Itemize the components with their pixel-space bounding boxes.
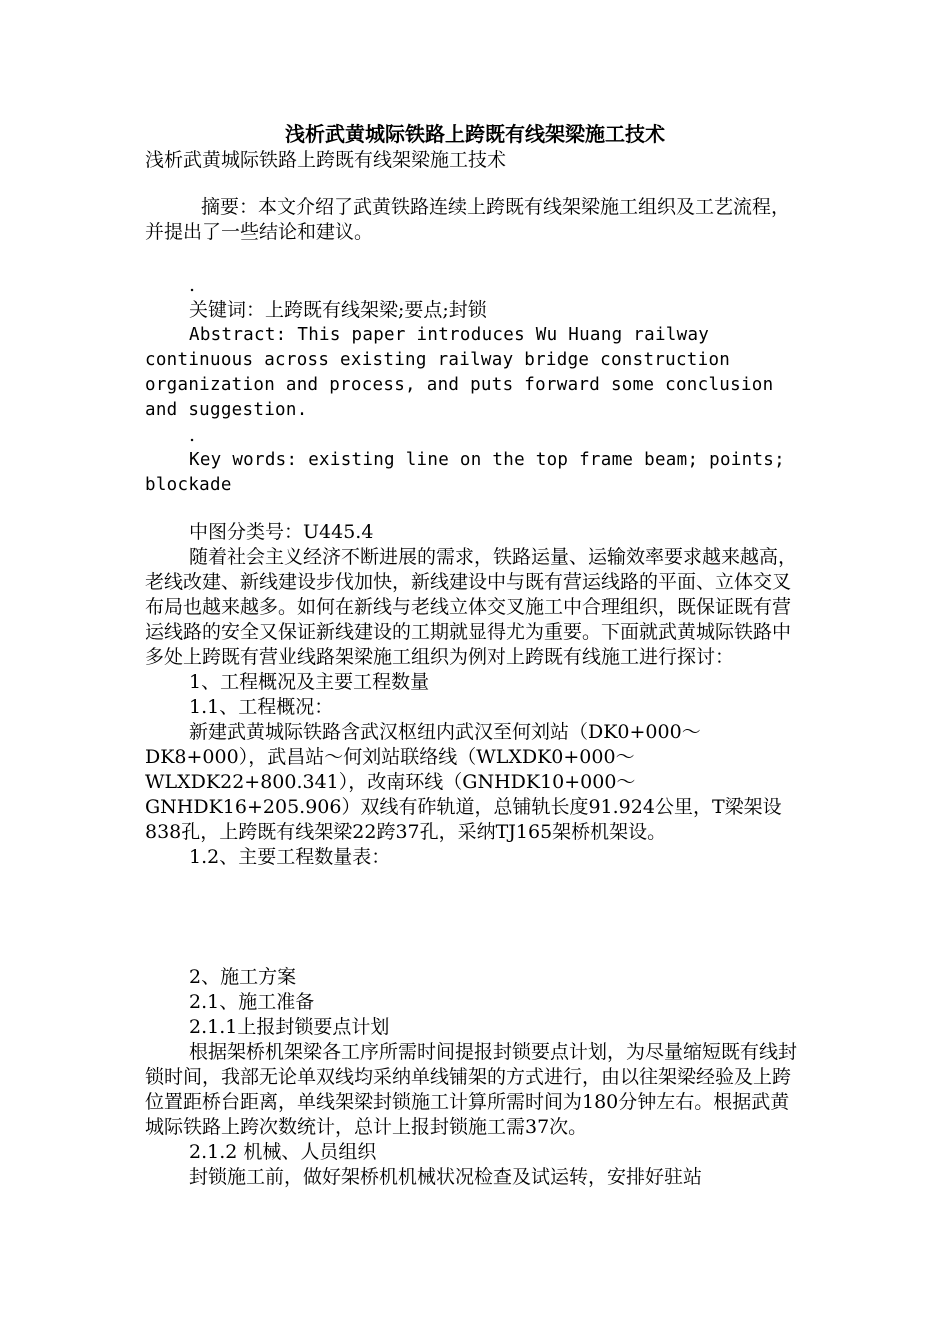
separator-dot: . [189,424,196,446]
section-heading-2-1-2: 2.1.2 机械、人员组织 [189,1141,377,1163]
classification-number: 中图分类号：U445.4 [189,521,374,543]
document-subtitle: 浅析武黄城际铁路上跨既有线架梁施工技术 [145,149,507,171]
abstract-en: Abstract: This paper introduces Wu Huang railway continuous across existing railway bridge construction organization and process, and puts forward some conclusion and suggestion. [145,325,774,420]
section-heading-1-2: 1.2、主要工程数量表： [189,846,391,868]
section-heading-2-1: 2.1、施工准备 [189,991,315,1013]
spacer [145,870,805,965]
intro-paragraph: 随着社会主义经济不断进展的需求，铁路运量、运输效率要求越来越高，老线改建、新线建设步伐加快，新线建设中与既有营运线路的平面、立体交叉布局也越来越多。如何在新线与老线立体交叉施工中合理组织，既保证既有营运线路的安全又保证新线建设的工期就显得尤为重要。下面就武黄城际铁路中多处上跨既有营业线路架梁施工组织为例对上跨既有线施工进行探讨： [145,546,798,668]
document-title: 浅析武黄城际铁路上跨既有线架梁施工技术 [285,122,665,146]
spacer [145,173,805,195]
section-heading-1-1: 1.1、工程概况： [189,696,334,718]
machinery-paragraph: 封锁施工前，做好架桥机机械状况检查及试运转，安排好驻站 [189,1166,703,1188]
section-heading-1: 1、工程概况及主要工程数量 [189,671,430,693]
abstract-cn: 摘要：本文介绍了武黄铁路连续上跨既有线架梁施工组织及工艺流程，并提出了一些结论和建议。 [145,196,791,243]
project-overview-paragraph: 新建武黄城际铁路含武汉枢纽内武汉至何刘站（DK0+000～DK8+000），武昌站～何刘站联络线（WLXDK0+000～WLXDK22+800.341），改南环线（GNHDK10+000～GNHDK16+205.906）双线有砟轨道，总铺轨长度91.924公里，T梁架设838孔，上跨既有线架梁22跨37孔，采纳TJ165架桥机架设。 [145,721,782,843]
separator-dot: . [189,274,196,296]
spacer [145,498,805,520]
section-heading-2: 2、施工方案 [189,966,297,988]
section-heading-2-1-1: 2.1.1上报封锁要点计划 [189,1016,390,1038]
document-page [145,120,805,1190]
blockade-plan-paragraph: 根据架桥机架梁各工序所需时间提报封锁要点计划，为尽量缩短既有线封锁时间，我部无论单双线均采纳单线铺架的方式进行，由以往架梁经验及上跨位置距桥台距离，单线架梁封锁施工计算所需时间为180分钟左右。根据武黄城际铁路上跨次数统计，总计上报封锁施工需37次。 [145,1041,798,1138]
keywords-cn: 关键词：上跨既有线架梁;要点;封锁 [189,299,487,321]
keywords-en: Key words: existing line on the top frame beam; points; blockade [145,450,785,495]
spacer [145,245,805,273]
